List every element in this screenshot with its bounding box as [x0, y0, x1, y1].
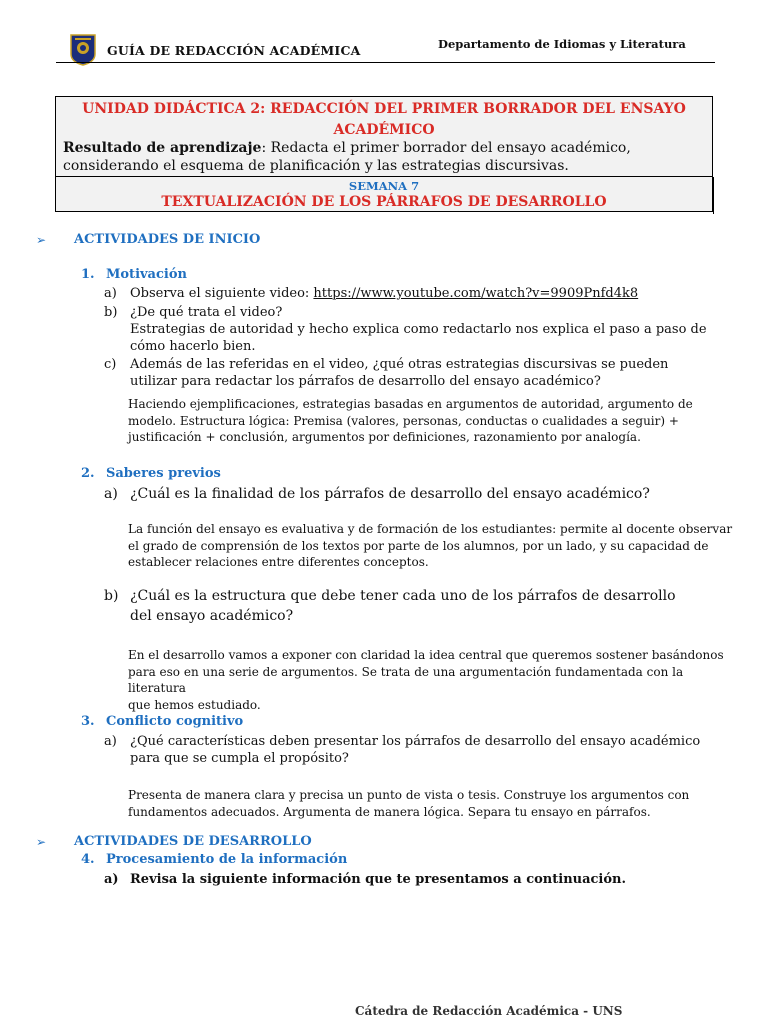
unit-box-divider: [55, 176, 713, 177]
item-title-saberes: Saberes previos: [106, 466, 221, 481]
marker-2b: b): [104, 588, 119, 604]
header-department: Departamento de Idiomas y Literatura: [438, 37, 686, 51]
question-1a: [130, 285, 638, 302]
answer-3a: [128, 787, 738, 820]
item-number-1: 1.: [81, 267, 95, 282]
header-divider: [56, 62, 715, 63]
answer-1b-line2: cómo hacerlo bien.: [130, 339, 256, 354]
page-footer: Cátedra de Redacción Académica - UNS: [355, 1004, 623, 1018]
marker-4a: a): [104, 872, 119, 887]
marker-2a: a): [104, 486, 118, 502]
answer-2a-line3: establecer relaciones entre diferentes conceptos.: [128, 555, 429, 569]
item-number-3: 3.: [81, 714, 95, 729]
answer-3a-line1: Presenta de manera clara y precisa un punto de vista o tesis. Construye los argumentos con: [128, 788, 690, 802]
answer-2a: [128, 521, 743, 571]
answer-2b-line3: que hemos estudiado.: [128, 697, 261, 712]
item-title-procesamiento: Procesamiento de la información: [106, 852, 348, 867]
marker-1b: b): [104, 305, 118, 320]
learning-outcome-text-2: considerando el esquema de planificación y las estrategias discursivas.: [63, 158, 569, 174]
question-1c-line2: utilizar para redactar los párrafos de desarrollo del ensayo académico?: [130, 374, 601, 389]
unit-title-line1: UNIDAD DIDÁCTICA 2: REDACCIÓN DEL PRIMER BORRADOR DEL ENSAYO: [82, 101, 686, 117]
question-1c: [130, 356, 730, 390]
answer-1b: [130, 321, 730, 355]
video-link[interactable]: https://www.youtube.com/watch?v=9909Pnfd4k8: [313, 286, 639, 301]
question-1b: ¿De qué trata el video?: [130, 305, 283, 320]
question-2b-line2: del ensayo académico?: [130, 608, 294, 624]
section-title-inicio: ACTIVIDADES DE INICIO: [74, 232, 261, 247]
marker-3a: a): [104, 734, 117, 749]
answer-2a-line2: el grado de comprensión de los textos por parte de los alumnos, por un lado, y su capacidad de: [128, 538, 709, 553]
question-1c-line1: Además de las referidas en el video, ¿qué otras estrategias discursivas se pueden: [130, 357, 669, 372]
answer-3a-line2: fundamentos adecuados. Argumenta de manera lógica. Separa tu ensayo en párrafos.: [128, 804, 651, 819]
week-title: TEXTUALIZACIÓN DE LOS PÁRRAFOS DE DESARROLLO: [161, 194, 607, 210]
unit-title-line2: ACADÉMICO: [333, 122, 435, 138]
section-arrow-icon: ➢: [36, 233, 47, 247]
answer-2b: [128, 647, 743, 713]
header-title: GUÍA DE REDACCIÓN ACADÉMICA: [107, 43, 361, 58]
question-2a: ¿Cuál es la finalidad de los párrafos de desarrollo del ensayo académico?: [130, 486, 650, 502]
item-number-2: 2.: [81, 466, 95, 481]
question-1a-text: Observa el siguiente video:: [130, 286, 314, 301]
item-number-4: 4.: [81, 852, 95, 867]
week-label: SEMANA 7: [348, 179, 420, 193]
marker-1a: a): [104, 286, 117, 301]
learning-outcome-text-1: : Redacta el primer borrador del ensayo académico,: [261, 140, 631, 156]
marker-1c: c): [104, 357, 117, 372]
answer-2b-line2: para eso en una serie de argumentos. Se trata de una argumentación fundamentada con la literatura: [128, 664, 684, 695]
answer-1c-line3: justificación + conclusión, argumentos por definiciones, razonamiento por analogía.: [128, 430, 641, 444]
item-title-motivacion: Motivación: [106, 267, 187, 282]
answer-1b-line1: Estrategias de autoridad y hecho explica como redactarlo nos explica el paso a paso de: [130, 322, 707, 337]
unit-box-edge: [713, 177, 714, 214]
answer-2a-line1: La función del ensayo es evaluativa y de formación de los estudiantes: permite al docente observar: [128, 522, 733, 536]
question-3a-line2: para que se cumpla el propósito?: [130, 751, 349, 766]
instruction-4a: Revisa la siguiente información que te presentamos a continuación.: [130, 872, 627, 887]
question-2b-line1: ¿Cuál es la estructura que debe tener cada uno de los párrafos de desarrollo: [130, 588, 676, 604]
question-2b: [130, 586, 730, 626]
question-3a-line1: ¿Qué características deben presentar los párrafos de desarrollo del ensayo académico: [130, 734, 701, 749]
question-3a: [130, 733, 730, 767]
learning-outcome: [63, 139, 713, 175]
answer-1c-line2: modelo. Estructura lógica: Premisa (valores, personas, conductas o cualidades a seguir) +: [128, 413, 679, 428]
unit-title: [60, 99, 708, 141]
answer-1c-line1: Haciendo ejemplificaciones, estrategias basadas en argumentos de autoridad, argumento de: [128, 397, 693, 411]
answer-2b-line1: En el desarrollo vamos a exponer con claridad la idea central que queremos sostener basándonos: [128, 648, 724, 662]
section-arrow-icon: ➢: [36, 835, 47, 849]
learning-outcome-label: Resultado de aprendizaje: [63, 140, 262, 156]
item-title-conflicto: Conflicto cognitivo: [106, 714, 244, 729]
section-title-desarrollo: ACTIVIDADES DE DESARROLLO: [74, 834, 312, 849]
answer-1c: [128, 396, 738, 446]
